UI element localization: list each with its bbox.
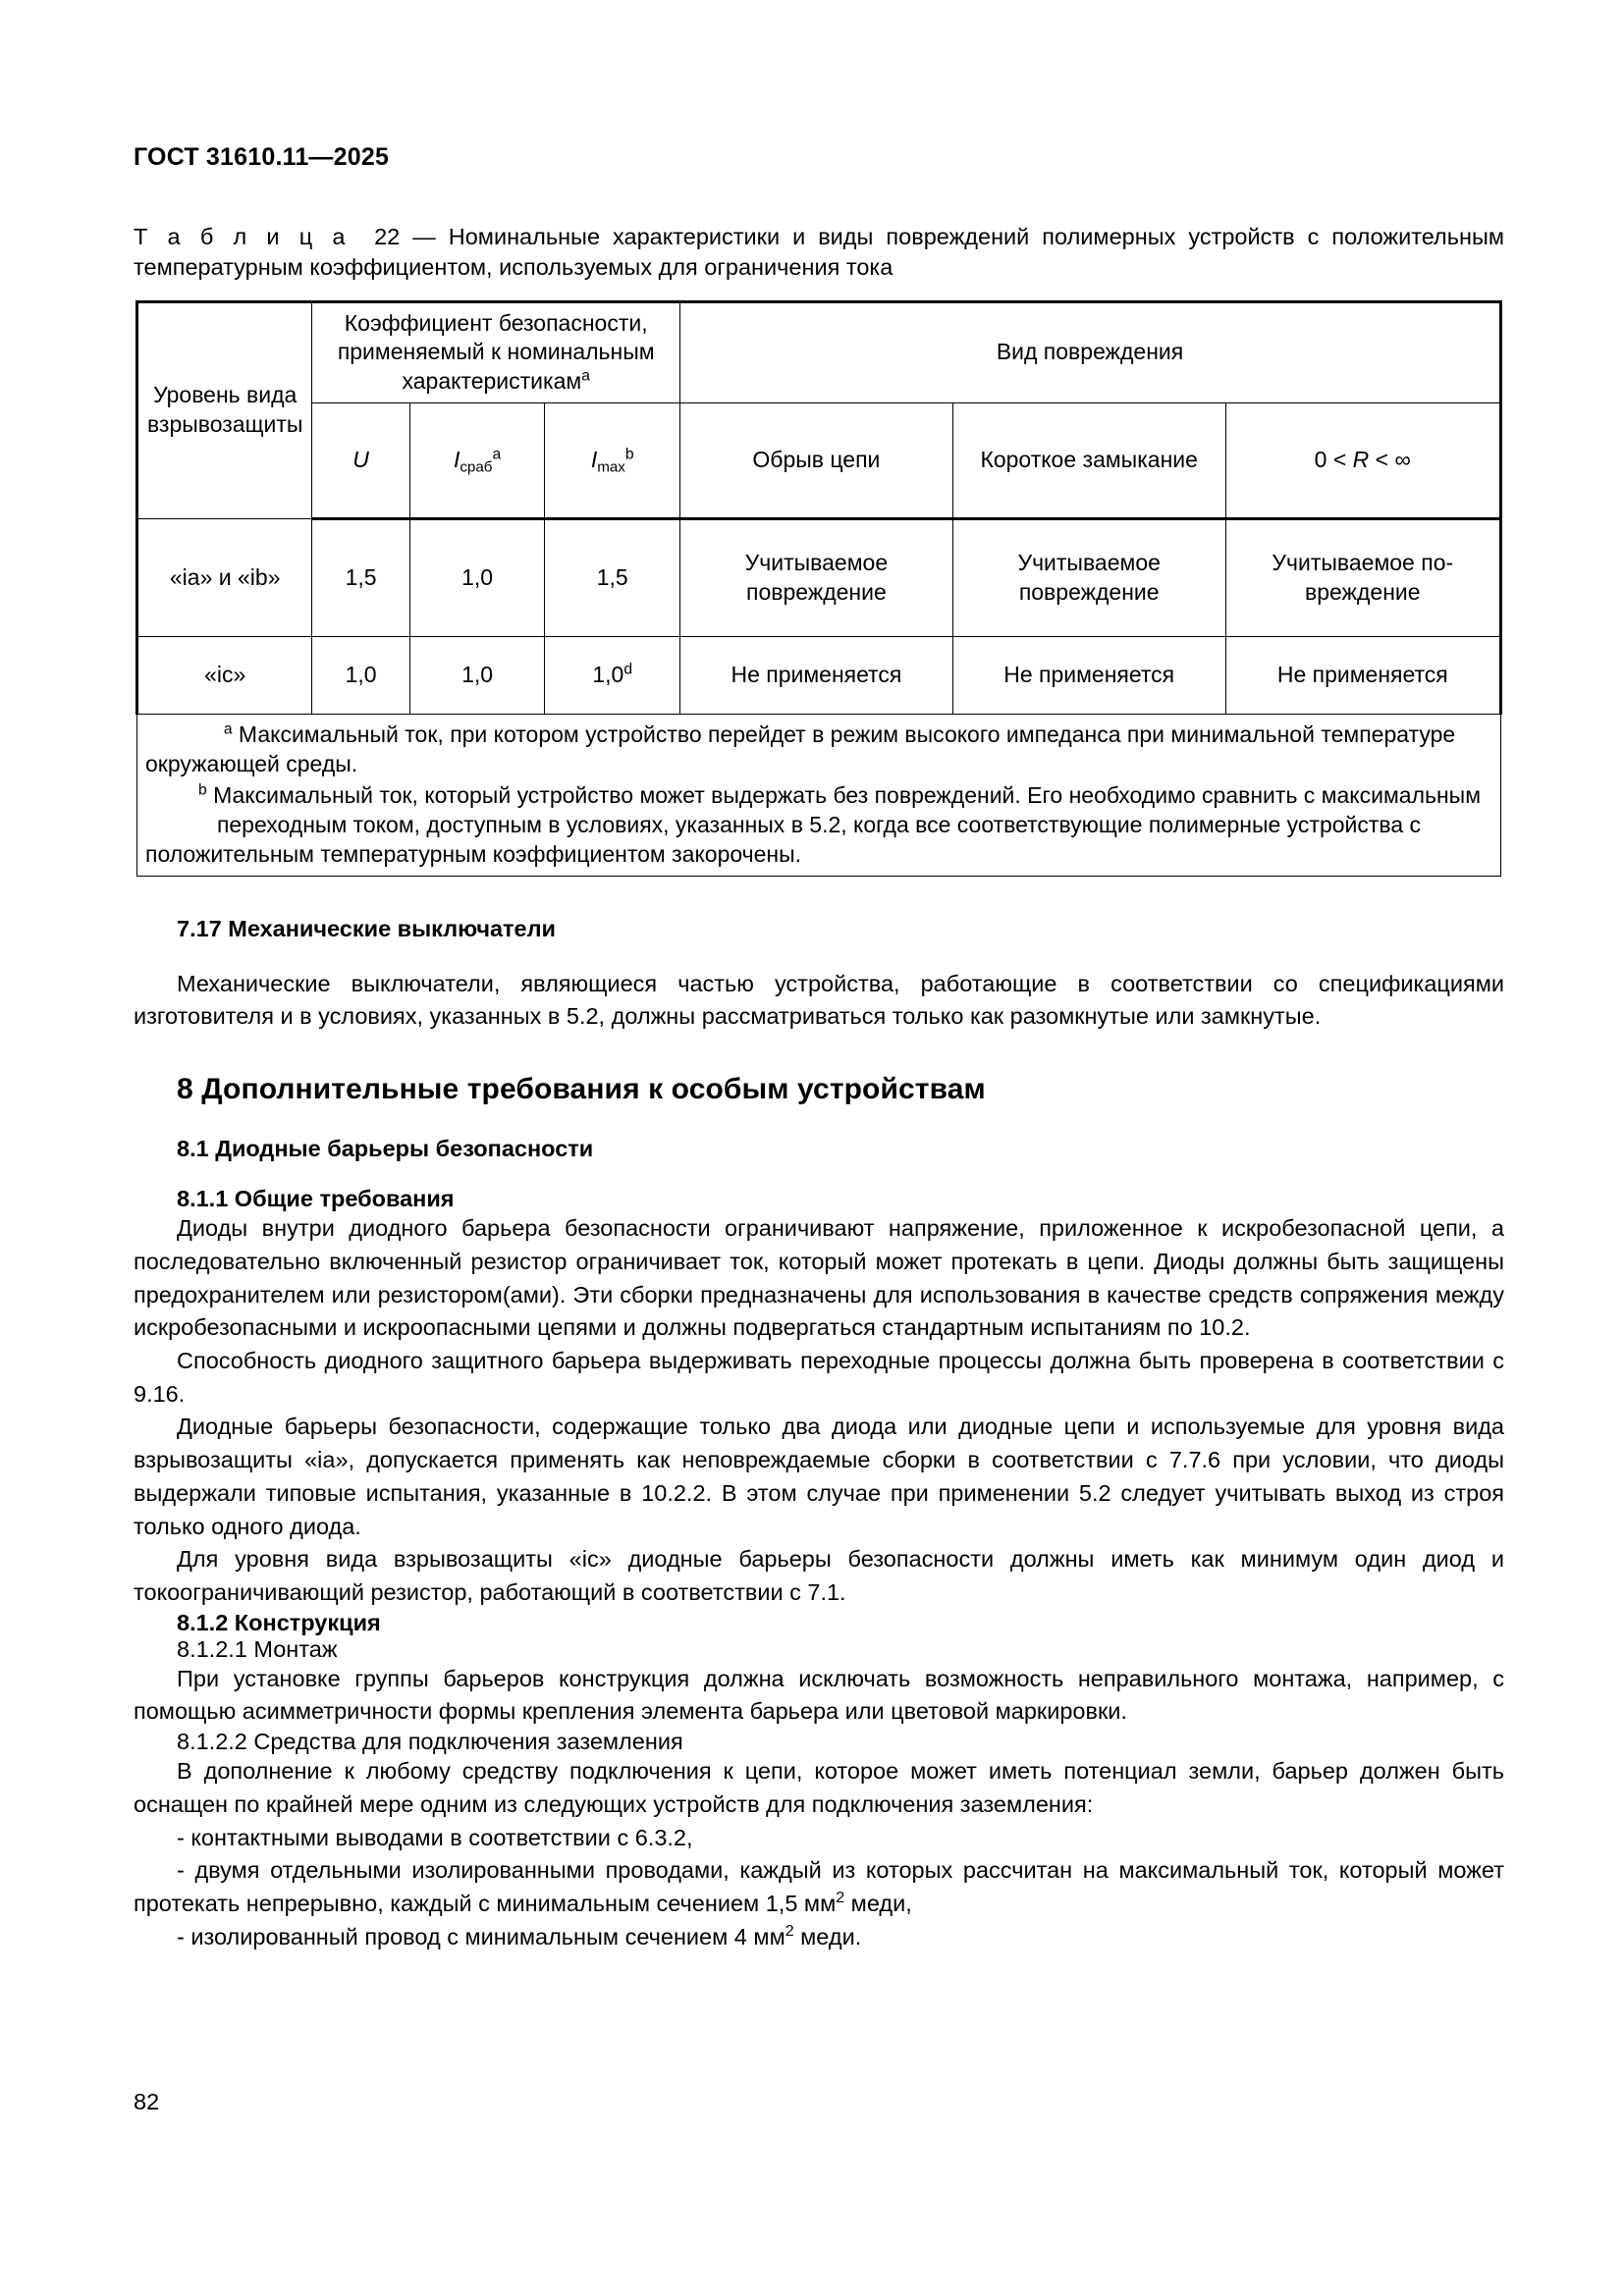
list-item-superscript: 2 — [785, 1922, 794, 1940]
cell-imax-value: 1,0 — [592, 662, 624, 688]
th-israb-note: a — [492, 446, 502, 463]
heading-8-1-1: 8.1.1 Общие требования — [177, 1186, 455, 1212]
th-imax-note: b — [624, 446, 634, 463]
th-u-symbol: U — [352, 447, 369, 473]
list-item-text-tail: меди. — [793, 1923, 862, 1949]
footnote-b-marker: b — [197, 781, 207, 799]
cell-imax — [545, 637, 680, 715]
table-header-row-1 — [137, 301, 1501, 403]
list-item-text: - изолированный провод с минимальным сечением 4 мм — [177, 1923, 785, 1949]
cell-open-circuit: Не применяется — [680, 637, 953, 715]
th-resistance: 0 < R < ∞ — [1225, 403, 1500, 519]
table-header-row-2 — [137, 403, 1501, 519]
list-item-text: - двумя отдельными изолированными проводами, каждый из которых рассчитан на максимальный ток, который может протекать непрерывно, каждый с минимальным сечением 1,5 мм — [134, 1857, 1504, 1916]
th-imax-symbol: I — [590, 447, 598, 473]
footnote-b — [145, 781, 1492, 870]
table-caption — [134, 222, 1504, 284]
th-short-circuit: Короткое замыкание — [952, 403, 1225, 519]
spacer — [134, 1106, 1504, 1136]
paragraph-8-1-2-1-1: При установке группы барьеров конструкция должна исключать возможность неправильного монтажа, например, с помощью асимметричности формы крепления элемента барьера или цветовой маркировки. — [134, 1665, 1504, 1725]
paragraph-8-1-1-3: Диодные барьеры безопасности, содержащие только два диода или диодные цепи и используемые для уровня вида взрывозащиты «ia», допускается применять как неповреждаемые сборки в соответствии с 7.7.6 при условии, что диоды выдержали типовые испытания, указанные в 10.2.2. В этом случае при применении 5.2 следует учитывать выход из строя только одного диода. — [134, 1414, 1504, 1539]
th-coefficient-note: a — [581, 367, 590, 385]
list-item-superscript: 2 — [836, 1890, 845, 1907]
cell-imax: 1,5 — [545, 519, 680, 637]
list-item: - контактными выводами в соответствии с 6.3.2, — [177, 1824, 693, 1850]
cell-israb: 1,0 — [409, 519, 545, 637]
th-coefficient-text: Коэффициент безопасности, применяемый к номинальным характеристикам — [337, 309, 655, 395]
table-caption-dash: — — [412, 224, 436, 249]
footnote-a-marker: a — [223, 721, 233, 738]
list-item-text-tail: меди, — [844, 1891, 912, 1916]
cell-short-circuit: Не применяется — [952, 637, 1225, 715]
cell-level: «ia» и «ib» — [137, 519, 312, 637]
th-imax — [545, 403, 680, 519]
th-u — [312, 403, 409, 519]
th-israb-symbol: I — [453, 447, 460, 473]
cell-israb: 1,0 — [409, 637, 545, 715]
list-item — [134, 1921, 1504, 1954]
cell-u: 1,0 — [312, 637, 409, 715]
heading-8-1: 8.1 Диодные барьеры безопасности — [177, 1136, 594, 1162]
spacer — [134, 877, 1504, 916]
th-imax-subscript: max — [597, 458, 625, 476]
cell-open-circuit: Учитываемое повреждение — [680, 519, 953, 637]
page-content — [134, 0, 1504, 1953]
th-open-circuit: Обрыв цепи — [680, 403, 953, 519]
footnote-b-text: Максимальный ток, который устройство может выдержать без повреждений. Его необходимо сравнить с максимальным переходным током, доступным в условиях, указанных в 5.2, когда все соответствующие полимерные устройства с положительным температурным коэффициентом закорочены. — [145, 781, 1482, 867]
running-head: ГОСТ 31610.11—2025 — [134, 143, 390, 171]
cell-level: «ic» — [137, 637, 312, 715]
heading-8-1-2-2: 8.1.2.2 Средства для подключения заземления — [177, 1729, 683, 1755]
paragraph-8-1-1-2: Способность диодного защитного барьера выдерживать переходные процессы должна быть проверена в соответствии с 9.16. — [134, 1347, 1504, 1407]
table-caption-number: 22 — [374, 224, 401, 249]
table-footnotes-row — [137, 715, 1501, 876]
heading-8-1-2: 8.1.2 Конструкция — [177, 1609, 381, 1635]
cell-resistance: Учитываемое по-вреждение — [1225, 519, 1500, 637]
th-level: Уровень вида взрывозащиты — [137, 301, 312, 519]
spacer — [134, 1162, 1504, 1186]
table-footnotes — [137, 715, 1501, 876]
th-israb — [409, 403, 545, 519]
heading-7-17: 7.17 Механические выключатели — [177, 915, 556, 941]
table-caption-label: Т а б л и ц а — [134, 224, 350, 249]
cell-short-circuit: Учитываемое повреждение — [952, 519, 1225, 637]
table-caption-text: Номинальные характеристики и виды повреждений полимерных устройств с положительным температурным коэффициентом, используемых для ограничения тока — [134, 224, 1505, 281]
page-number: 82 — [134, 2089, 160, 2114]
footnote-a-text: Максимальный ток, при котором устройство перейдет в режим высокого импеданса при минимальной температуре окружающей среды. — [145, 721, 1456, 777]
th-israb-subscript: сраб — [460, 458, 493, 476]
cell-u: 1,5 — [312, 519, 409, 637]
spacer — [134, 942, 1504, 968]
heading-8-1-2-1: 8.1.2.1 Монтаж — [177, 1635, 338, 1662]
list-item — [134, 1854, 1504, 1920]
spacer — [134, 1034, 1504, 1073]
footnote-a — [145, 721, 1492, 779]
th-damage: Вид повреждения — [680, 301, 1501, 403]
paragraph-7-17-1: Механические выключатели, являющиеся частью устройства, работающие в соответствии со спецификациями изготовителя и в условиях, указанных в 5.2, должны рассматриваться только как разомкнутые или замкнутые. — [134, 970, 1504, 1030]
table-row — [137, 519, 1501, 637]
table-22 — [135, 300, 1502, 877]
paragraph-8-1-1-4: Для уровня вида взрывозащиты «ic» диодные барьеры безопасности должны иметь как минимум один диод и токоограничивающий резистор, работающий в соответствии с 7.1. — [134, 1546, 1504, 1605]
paragraph-8-1-2-2-1: В дополнение к любому средству подключения к цепи, которое может иметь потенциал земли, барьер должен быть оснащен по крайней мере одним из следующих устройств для подключения заземления: — [134, 1758, 1504, 1817]
paragraph-8-1-1-1: Диоды внутри диодного барьера безопасности ограничивают напряжение, приложенное к искробезопасной цепи, а последовательно включенный резистор ограничивает ток, который может протекать в цепи. Диоды должны быть защищены предохранителем или резистором(ами). Эти сборки предназначены для использования в качестве средств сопряжения между искробезопасными и искроопасными цепями и должны подвергаться стандартным испытаниям по 10.2. — [134, 1215, 1504, 1341]
table-row — [137, 637, 1501, 715]
heading-8: 8 Дополнительные требования к особым устройствам — [177, 1073, 986, 1106]
th-coefficient — [312, 301, 680, 403]
cell-resistance: Не применяется — [1225, 637, 1500, 715]
cell-imax-note: d — [623, 661, 633, 678]
